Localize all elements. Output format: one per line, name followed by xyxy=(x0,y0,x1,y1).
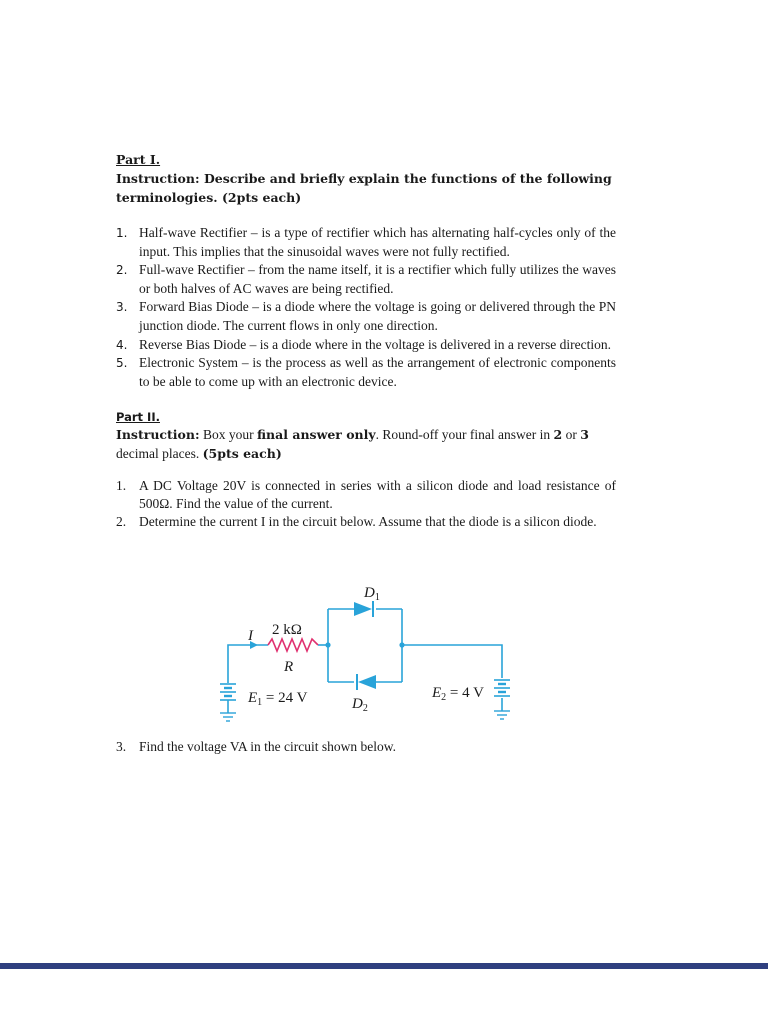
d1-label: $D_1$ xyxy=(364,585,380,603)
instruction-text: Box your xyxy=(199,427,257,443)
circuit-diagram xyxy=(210,578,530,728)
wire-left xyxy=(228,645,268,680)
list-item xyxy=(116,354,616,391)
part2-list xyxy=(116,477,616,531)
item-number: 2. xyxy=(116,514,127,530)
battery-e1-icon xyxy=(220,684,236,700)
item-number: 1. xyxy=(116,478,127,494)
e2-label: $E_2 = 4$ V xyxy=(432,685,484,703)
instruction-text: or xyxy=(562,427,581,443)
item-number: 5. xyxy=(116,356,128,371)
diode-d1-icon xyxy=(354,601,373,617)
junction-dot xyxy=(325,642,330,647)
ground-e1-icon xyxy=(220,713,236,721)
battery-e2-icon xyxy=(494,680,510,696)
footer-rule xyxy=(0,963,768,969)
item-text: Full-wave Rectifier – from the name itself, it is a rectifier which fully utilizes the waves or both halves of AC waves are being rectified. xyxy=(139,262,616,296)
part2-item-3 xyxy=(116,738,616,756)
instruction-emphasis: (5pts each) xyxy=(202,445,282,461)
d2-label: $D_2$ xyxy=(352,696,368,714)
part2-heading: Part II. xyxy=(116,410,160,425)
item-text: A DC Voltage 20V is connected in series with a silicon diode and load resistance of 500Ω. Find the value of the current. xyxy=(139,478,616,512)
instruction-emphasis: final answer only xyxy=(256,427,376,443)
item-number: 3. xyxy=(116,300,128,315)
item-number: 4. xyxy=(116,337,128,352)
part1-heading: Part I. xyxy=(116,152,161,167)
part1-instruction-line2: terminologies. (2pts each) xyxy=(116,190,302,205)
instruction-emphasis: 3 xyxy=(580,427,589,443)
ground-e2-icon xyxy=(494,711,510,719)
diode-d2-icon xyxy=(357,674,376,690)
item-text: Electronic System – is the process as well as the arrangement of electronic components to be able to come up with an electronic device. xyxy=(139,355,616,389)
item-text: Half-wave Rectifier – is a type of rectifier which has alternating half-cycles only of the input. This implies that the sinusoidal waves were not fully rectified. xyxy=(139,225,616,259)
list-item xyxy=(116,298,616,335)
item-text: Determine the current I in the circuit below. Assume that the diode is a silicon diode. xyxy=(139,514,597,530)
resistor-icon xyxy=(268,639,318,651)
current-label: I xyxy=(248,628,253,644)
resistor-value-label: 2 kΩ xyxy=(272,622,302,638)
list-item xyxy=(116,261,616,298)
list-item xyxy=(116,513,616,531)
list-item xyxy=(116,224,616,261)
instruction-text: . Round-off your final answer in xyxy=(375,427,554,443)
item-number: 1. xyxy=(116,226,128,240)
list-item xyxy=(116,336,616,355)
item-text: Forward Bias Diode – is a diode where the voltage is going or delivered through the PN junction diode. The current flows in only one direction. xyxy=(139,299,616,333)
junction-dot xyxy=(399,642,404,647)
item-number: 3. xyxy=(116,739,127,754)
part1-instruction-line1: Instruction: Describe and briefly explain the functions of the following xyxy=(116,171,612,186)
item-text: Reverse Bias Diode – is a diode where in the voltage is delivered in a reverse direction. xyxy=(139,336,611,352)
part1-list xyxy=(116,224,616,391)
resistor-name-label: R xyxy=(284,659,294,675)
document-content xyxy=(116,150,616,531)
list-item xyxy=(116,477,616,513)
item-text: Find the voltage VA in the circuit shown below. xyxy=(139,739,396,754)
part2-instruction xyxy=(116,426,616,463)
item-number: 2. xyxy=(116,263,128,278)
instruction-text: decimal places. xyxy=(116,445,203,461)
wire-right xyxy=(402,645,502,678)
instruction-label: Instruction: xyxy=(116,427,200,443)
instruction-emphasis: 2 xyxy=(553,427,563,443)
e1-label: $E_1 = 24$ V xyxy=(248,690,308,708)
